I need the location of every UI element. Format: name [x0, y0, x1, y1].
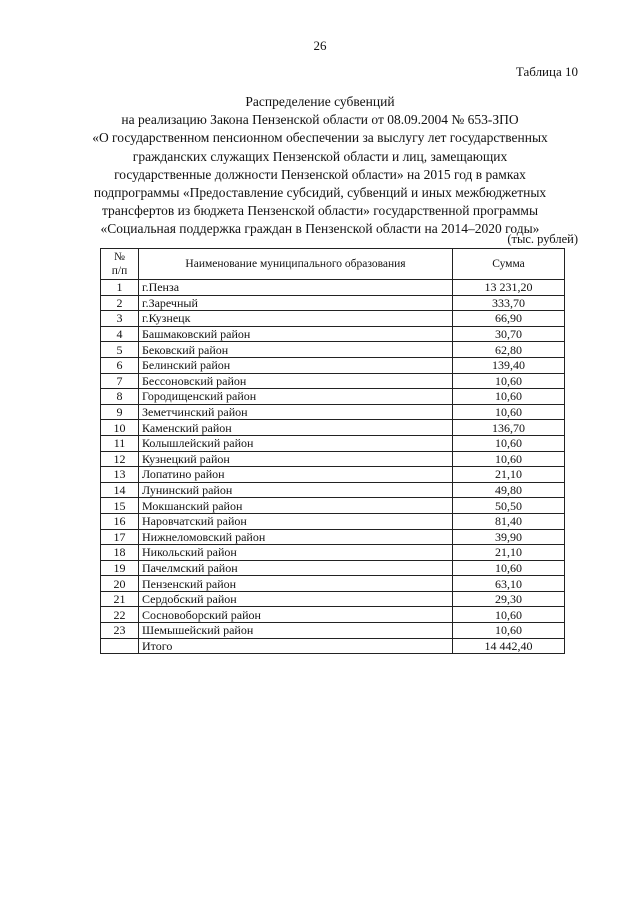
row-number: 9 — [101, 404, 139, 420]
row-municipality: г.Пенза — [139, 280, 453, 296]
row-sum: 333,70 — [453, 295, 565, 311]
row-sum: 49,80 — [453, 482, 565, 498]
total-label: Итого — [139, 638, 453, 654]
row-municipality: Никольский район — [139, 545, 453, 561]
row-number: 2 — [101, 295, 139, 311]
title-line: трансфертов из бюджета Пензенской области» государственной программы — [101, 203, 539, 219]
row-sum: 66,90 — [453, 311, 565, 327]
row-municipality: Каменский район — [139, 420, 453, 436]
subsidy-table — [100, 248, 565, 654]
title-line: подпрограммы «Предоставление субсидий, субвенций и иных межбюджетных — [93, 185, 547, 201]
row-sum: 63,10 — [453, 576, 565, 592]
row-municipality: Башмаковский район — [139, 326, 453, 342]
row-number: 14 — [101, 482, 139, 498]
total-sum: 14 442,40 — [453, 638, 565, 654]
table-body — [101, 280, 565, 654]
table-row — [101, 513, 565, 529]
table-row — [101, 560, 565, 576]
table-row — [101, 467, 565, 483]
row-municipality: Бековский район — [139, 342, 453, 358]
total-number — [101, 638, 139, 654]
table-row — [101, 529, 565, 545]
row-municipality: Белинский район — [139, 357, 453, 373]
row-municipality: Колышлейский район — [139, 435, 453, 451]
row-number: 18 — [101, 545, 139, 561]
table-label: Таблица 10 — [515, 64, 578, 79]
row-sum: 13 231,20 — [453, 280, 565, 296]
row-number: 3 — [101, 311, 139, 327]
title-line: на реализацию Закона Пензенской области от 08.09.2004 № 653-ЗПО — [121, 112, 519, 128]
title-line: государственные должности Пензенской области» на 2015 год в рамках — [114, 166, 526, 182]
row-sum: 10,60 — [453, 623, 565, 639]
row-number: 4 — [101, 326, 139, 342]
header-num-line2: п/п — [111, 265, 128, 277]
row-municipality: Сосновоборский район — [139, 607, 453, 623]
row-number: 1 — [101, 280, 139, 296]
table-row — [101, 404, 565, 420]
row-sum: 21,10 — [453, 467, 565, 483]
row-number: 5 — [101, 342, 139, 358]
row-sum: 39,90 — [453, 529, 565, 545]
table-row — [101, 280, 565, 296]
row-sum: 10,60 — [453, 404, 565, 420]
row-sum: 21,10 — [453, 545, 565, 561]
table-row — [101, 435, 565, 451]
row-sum: 136,70 — [453, 420, 565, 436]
title-line: «Социальная поддержка граждан в Пензенской области на 2014–2020 годы» — [100, 221, 540, 237]
row-sum: 10,60 — [453, 607, 565, 623]
table-row — [101, 389, 565, 405]
row-number: 19 — [101, 560, 139, 576]
row-sum: 81,40 — [453, 513, 565, 529]
row-sum: 10,60 — [453, 435, 565, 451]
row-number: 16 — [101, 513, 139, 529]
row-number: 7 — [101, 373, 139, 389]
row-sum: 10,60 — [453, 389, 565, 405]
row-municipality: Сердобский район — [139, 591, 453, 607]
header-name: Наименование муниципального образования — [139, 249, 453, 280]
header-sum: Сумма — [453, 249, 565, 280]
row-municipality: Земетчинский район — [139, 404, 453, 420]
table-row — [101, 420, 565, 436]
table-row — [101, 342, 565, 358]
table-row — [101, 357, 565, 373]
row-number: 22 — [101, 607, 139, 623]
row-sum: 10,60 — [453, 451, 565, 467]
row-sum: 10,60 — [453, 373, 565, 389]
table-row — [101, 311, 565, 327]
table-row — [101, 591, 565, 607]
title-line: «О государственном пенсионном обеспечении за выслугу лет государственных — [92, 130, 548, 146]
title-line: гражданских служащих Пензенской области и лиц, замещающих — [132, 148, 508, 164]
row-municipality: Мокшанский район — [139, 498, 453, 514]
row-number: 8 — [101, 389, 139, 405]
row-municipality: Шемышейский район — [139, 623, 453, 639]
row-municipality: Пензенский район — [139, 576, 453, 592]
table-row — [101, 576, 565, 592]
row-municipality: Пачелмский район — [139, 560, 453, 576]
row-number: 17 — [101, 529, 139, 545]
table-header-row — [101, 249, 565, 280]
row-municipality: Городищенский район — [139, 389, 453, 405]
row-number: 12 — [101, 451, 139, 467]
row-sum: 50,50 — [453, 498, 565, 514]
row-number: 13 — [101, 467, 139, 483]
row-municipality: Лунинский район — [139, 482, 453, 498]
row-municipality: г.Кузнецк — [139, 311, 453, 327]
row-municipality: г.Заречный — [139, 295, 453, 311]
row-municipality: Наровчатский район — [139, 513, 453, 529]
row-sum: 62,80 — [453, 342, 565, 358]
row-number: 6 — [101, 357, 139, 373]
table-row — [101, 482, 565, 498]
row-municipality: Кузнецкий район — [139, 451, 453, 467]
table-total-row — [101, 638, 565, 654]
row-number: 23 — [101, 623, 139, 639]
row-sum: 29,30 — [453, 591, 565, 607]
row-municipality: Бессоновский район — [139, 373, 453, 389]
header-num — [101, 249, 139, 280]
row-sum: 10,60 — [453, 560, 565, 576]
row-municipality: Лопатино район — [139, 467, 453, 483]
table-row — [101, 623, 565, 639]
table-row — [101, 607, 565, 623]
row-sum: 139,40 — [453, 357, 565, 373]
title-line: Распределение субвенций — [245, 94, 395, 109]
row-number: 21 — [101, 591, 139, 607]
header-num-line1: № — [114, 251, 125, 263]
table-row — [101, 326, 565, 342]
table-row — [101, 295, 565, 311]
document-title — [60, 93, 580, 239]
table-row — [101, 451, 565, 467]
row-sum: 30,70 — [453, 326, 565, 342]
table-row — [101, 545, 565, 561]
row-number: 20 — [101, 576, 139, 592]
units-label: (тыс. рублей) — [507, 232, 578, 246]
row-municipality: Нижнеломовский район — [139, 529, 453, 545]
row-number: 11 — [101, 435, 139, 451]
row-number: 10 — [101, 420, 139, 436]
table-row — [101, 373, 565, 389]
page-number: 26 — [313, 38, 327, 53]
row-number: 15 — [101, 498, 139, 514]
table-row — [101, 498, 565, 514]
